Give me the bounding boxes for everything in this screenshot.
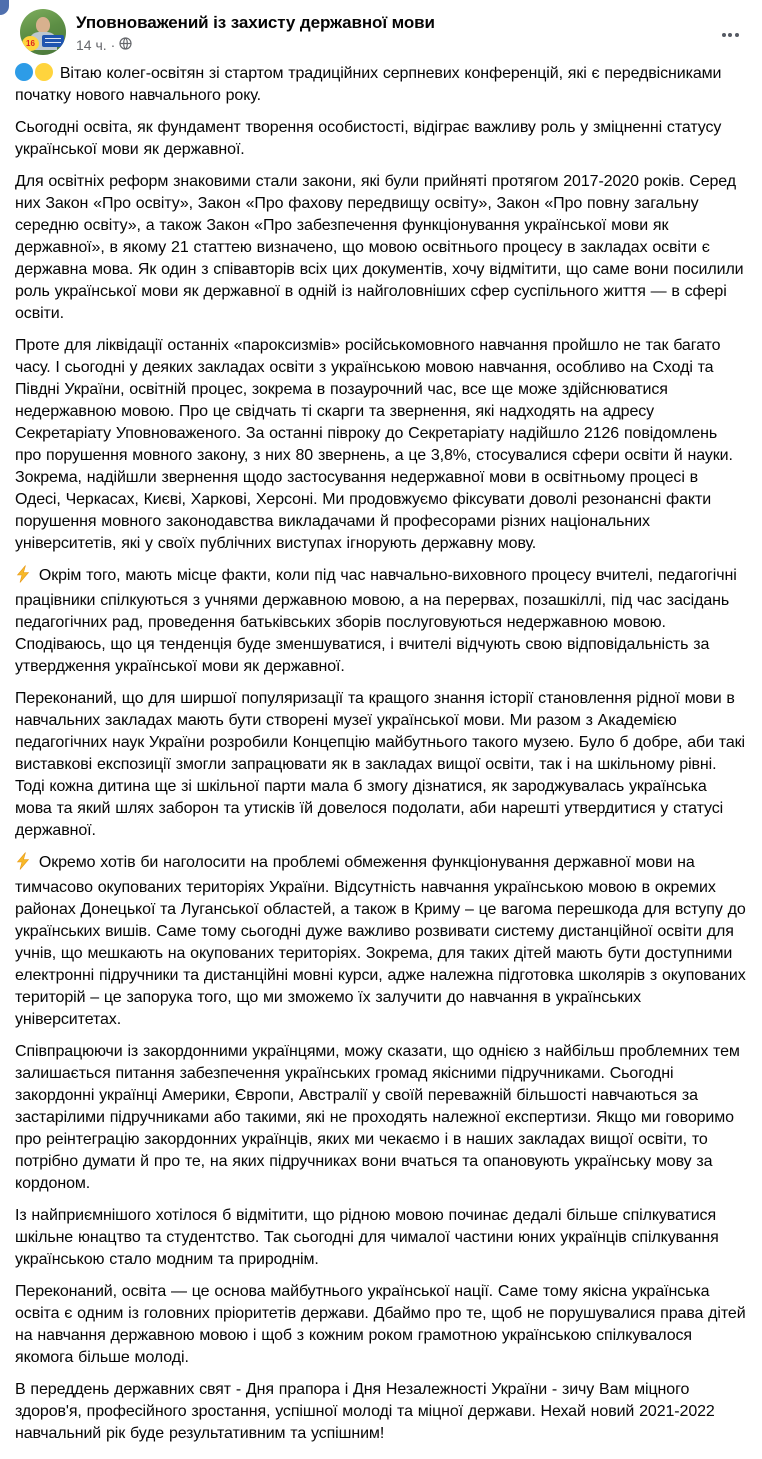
post-paragraph <box>15 688 747 842</box>
post-body <box>0 59 762 1459</box>
post-paragraph <box>15 63 747 107</box>
post-paragraph-text: Сьогодні освіта, як фундамент творення особистості, відіграє важливу роль у зміцненні статусу української мови як державної. <box>15 119 722 158</box>
post-paragraph-text: Співпрацюючи із закордонними українцями, можу сказати, що однією з найбільш проблемних тем залишається питання забезпечення українських громад якісними підручниками. Сьогодні закордонні українці Америки, Європи, Австралії у своїй переважній більшості навчаються за застарілими підручниками або такими, які не проходять належної експертизи. Якщо ми говоримо про реінтеграцію закордонних українців, яких ми чекаємо і в наших закладах вищої освіти, то потрібно думати й про те, на яких підручниках вони вчаться та опановують українську мову за кордоном. <box>15 1043 740 1192</box>
post-paragraph-text: Окремо хотів би наголосити на проблемі обмеження функціонування державної мови на тимчасово окупованих територіях України. Відсутність навчання українською мовою в окремих районах Донецької та Луганської областей, а також в Криму – це вагома перешкода для вступу до українських вишів. Саме тому сьогодні дуже важливо розвивати систему дистанційної освіти для учнів, що мешкають на окупованих територіях. Зокрема, для таких дітей мають бути доступними електронні підручники та дистанційні мовні курси, адже належна підготовка школярів з окупованих територій – це запорука того, що ми зможемо їх залучити до навчання в українських університетах. <box>15 854 746 1028</box>
post-header-meta <box>76 9 714 53</box>
post-paragraph <box>15 335 747 555</box>
post-paragraph <box>15 171 747 325</box>
public-globe-icon <box>119 37 132 53</box>
post-paragraph-text: Окрім того, мають місце факти, коли під час навчально-виховного процесу вчителі, педагогічні працівники спілкуються з учнями державною мовою, а на перервах, позашкіллі, під час засідань педагогічних рад, проведення батьківських зборів послуговуються недержавною мовою. Сподіваюсь, що ця тенденція буде зменшуватися, і вчителі відчують свою відповідальність за утвердження української мови як державної. <box>15 567 737 675</box>
post-paragraph-text: Переконаний, освіта — це основа майбутнього української нації. Саме тому якісна українська освіта є одним із головних пріоритетів держави. Дбаймо про те, щоб не порушувалися права дітей на навчання державною мовою і щоб з кожним роком грамотною українською спілкувалося якомога більше молоді. <box>15 1283 746 1366</box>
page-name-link[interactable]: Уповноважений із захисту державної мови <box>76 13 435 32</box>
meta-separator: · <box>110 36 116 53</box>
post-paragraph <box>15 852 747 1031</box>
lightning-emoji-icon <box>15 565 31 590</box>
avatar-person <box>36 17 50 33</box>
post-paragraph <box>15 1281 747 1369</box>
post-paragraph <box>15 1041 747 1195</box>
post-paragraph <box>15 117 747 161</box>
post-paragraph-text: В переддень державних свят - Дня прапора і Дня Незалежності України - зичу Вам міцного здоров'я, професійного зростання, успішної молоді та міцної держави. Нехай новий 2021-2022 навчальний рік буде результативним та успішним! <box>15 1381 715 1442</box>
post-paragraph-text: Вітаю колег-освітян зі стартом традиційних серпневих конференцій, які є передвісниками початку нового навчального року. <box>15 65 722 104</box>
post-paragraph-text: Проте для ліквідації останніх «пароксизмів» російськомовного навчання пройшло не так багато часу. І сьогодні у деяких закладах освіти з українською мовою навчання, особливо на Сході та Півдні України, освітній процес, зокрема в позаурочний час, все ще може здійснюватися недержавною мовою. Про це свідчать ті скарги та звернення, які надходять на адресу Секретаріату Уповноваженого. За останні півроку до Секретаріату надійшло 2126 повідомлень про порушення мовного закону, з них 80 звернень, а це 3,8%, стосувалися сфери освіти й науки. Зокрема, надійшли звернення щодо застосування недержавної мови в освітньому процесі в Одесі, Черкасах, Києві, Харкові, Херсоні. Ми продовжуємо фіксувати доволі резонансні факти порушення мовного законодавства викладачами й професорами різних національних університетів, які у своїх публічних виступах ігнорують державну мову. <box>15 337 733 552</box>
yellow-circle-emoji-icon <box>35 63 53 81</box>
post-header <box>0 0 762 59</box>
post-paragraph-text: Переконаний, що для ширшої популяризації та кращого знання історії становлення рідної мови в навчальних закладах мають бути створені музеї української мови. Ми разом з Академією педагогічних наук України розробили Концепцію майбутнього такого музею. Було б добре, аби такі виставкові експозиції змогли запрацювати як в закладах вищої освіти, так і на шкільному рівні. Тоді кожна дитина ще зі шкільної парти мала б змогу дізнатися, як зароджувалась українська мова та який шлях заборон та утисків їй довелося подолати, аби нарешті утвердитися у статусі державної. <box>15 690 745 839</box>
blue-circle-emoji-icon <box>15 63 33 81</box>
post-options-button[interactable] <box>714 19 746 51</box>
post-paragraph <box>15 565 747 678</box>
lightning-emoji-icon <box>15 852 31 877</box>
ellipsis-icon <box>722 33 739 37</box>
post-paragraph-text: Із найприємнішого хотілося б відмітити, що рідною мовою починає дедалі більше спілкуватися шкільне юнацтво та студентство. Так сьогодні для чималої частини юних українців спілкування українською стало модним та природнім. <box>15 1207 719 1268</box>
timestamp[interactable]: 14 ч. <box>76 36 107 53</box>
avatar-blue-ribbon <box>42 35 64 47</box>
post-meta-row <box>76 36 714 53</box>
post-paragraph <box>15 1205 747 1271</box>
avatar-badge: 16 <box>22 36 39 51</box>
avatar[interactable] <box>20 9 66 55</box>
post-paragraph <box>15 1379 747 1445</box>
post-paragraph-text: Для освітніх реформ знаковими стали закони, які були прийняті протягом 2017-2020 років. Серед них Закон «Про освіту», Закон «Про фахову передвищу освіту», Закон «Про повну загальну середню освіту», а також Закон «Про забезпечення функціонування української мови як державної», в якому 21 статтею визначено, що мовою освітнього процесу в закладах освіти є державна мова. Як один з співавторів всіх цих документів, хочу відмітити, що саме вони посилили роль української мови як державної в одній із найголовніших сфер суспільного життя — в сфері освіти. <box>15 173 744 322</box>
